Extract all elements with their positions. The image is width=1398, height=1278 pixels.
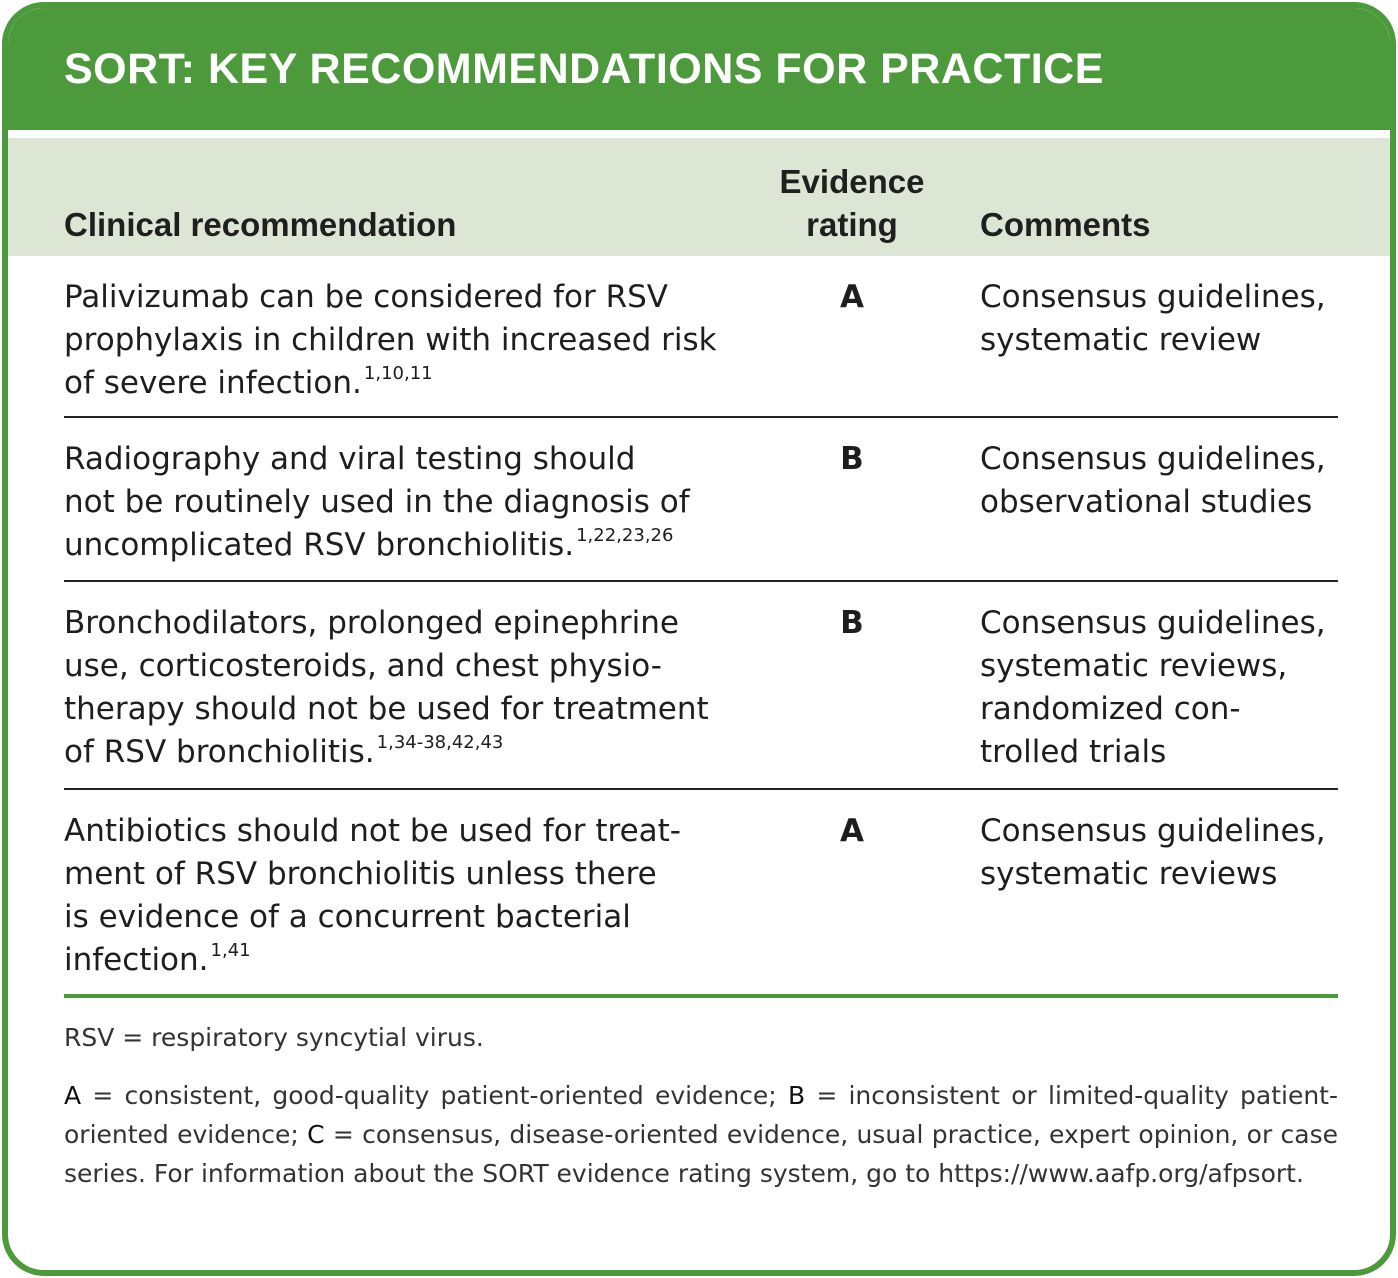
recommendation-cell [64, 810, 754, 982]
sort-card [2, 2, 1396, 1276]
table-row [64, 418, 1338, 582]
reference-superscript: 1,10,11 [363, 363, 433, 384]
recommendation-cell [64, 438, 754, 567]
reference-superscript: 1,41 [210, 940, 251, 961]
recommendation-text: Antibiotics should not be used for treat- ment of RSV bronchiolitis unless there is evidence of a concurrent bacterial infection. [64, 813, 681, 978]
column-header-comments: Comments [980, 206, 1151, 243]
evidence-rating-cell: A [840, 279, 864, 315]
sort-c-text: = consensus, disease-oriented evidence, usual practice, expert opinion, or case series. For information about the SORT evidence rating system, go to https://www.aafp.org/afpsort. [64, 1120, 1338, 1188]
sort-c-label: C [307, 1120, 325, 1149]
comments-cell: Consensus guidelines, systematic review [980, 279, 1326, 358]
recommendation-cell [64, 276, 754, 405]
table-row [64, 582, 1338, 790]
sort-a-text: = consistent, good-quality patient-oriented evidence; [81, 1081, 788, 1110]
column-header-recommendation: Clinical recommendation [64, 206, 457, 243]
sort-b-text: = inconsistent or limited-quality patient-oriented evidence; [64, 1081, 1338, 1149]
evidence-rating-cell: B [840, 441, 864, 477]
table-row [64, 790, 1338, 994]
column-header-evidence-line2: rating [806, 206, 898, 243]
sort-a-label: A [64, 1081, 82, 1110]
reference-superscript: 1,22,23,26 [576, 525, 674, 546]
sort-b-label: B [787, 1081, 806, 1110]
evidence-rating-cell: B [840, 605, 864, 641]
card-title: SORT: KEY RECOMMENDATIONS FOR PRACTICE [64, 45, 1104, 93]
table-bottom-rule [64, 994, 1338, 998]
comments-cell: Consensus guidelines, systematic reviews [980, 813, 1326, 892]
table-header-row [8, 138, 1390, 256]
comments-cell: Consensus guidelines, systematic reviews, randomized con- trolled trials [980, 605, 1326, 770]
recommendation-text: Bronchodilators, prolonged epinephrine use, corticosteroids, and chest physio- therapy should not be used for treatment of RSV bronchiolitis. [64, 605, 709, 770]
recommendation-text: Palivizumab can be considered for RSV prophylaxis in children with increased risk of severe infection. [64, 279, 717, 401]
abbreviation-footnote: RSV = respiratory syncytial virus. [64, 1023, 484, 1052]
card-header [8, 8, 1390, 130]
evidence-rating-cell: A [840, 813, 864, 849]
column-header-evidence-rating [768, 160, 936, 246]
recommendation-cell [64, 602, 754, 774]
comments-cell: Consensus guidelines, observational studies [980, 441, 1326, 520]
recommendation-text: Radiography and viral testing should not be routinely used in the diagnosis of uncomplicated RSV bronchiolitis. [64, 441, 690, 563]
reference-superscript: 1,34-38,42,43 [376, 732, 504, 753]
column-header-evidence-line1: Evidence [779, 163, 925, 200]
table-row [64, 256, 1338, 418]
sort-key-footnote [64, 1076, 1338, 1193]
